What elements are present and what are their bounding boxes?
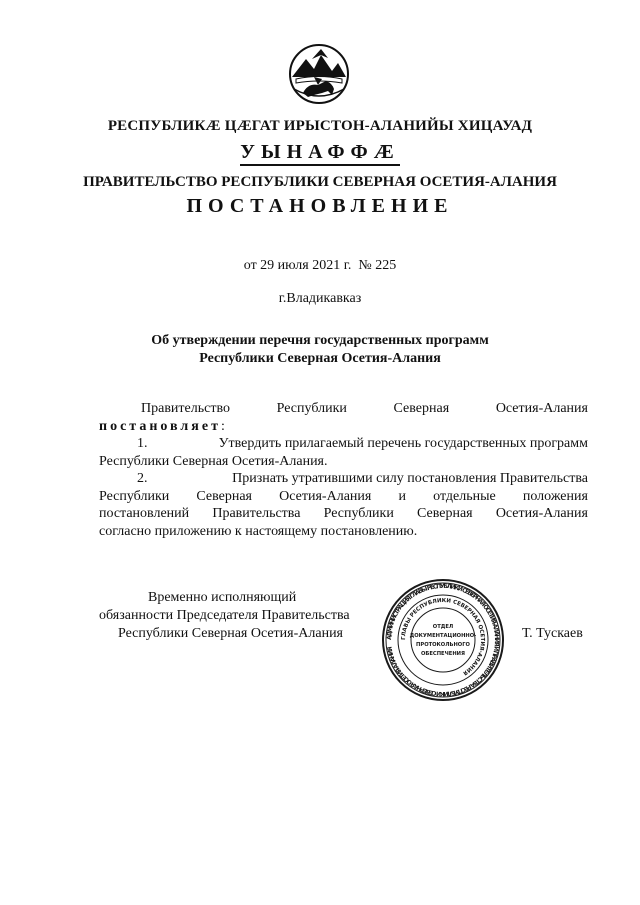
intro-line (99, 400, 588, 418)
stamp-center-line: ПРОТОКОЛЬНОГО (416, 642, 470, 648)
item-2 (99, 470, 588, 540)
intro-word: Правительство (141, 401, 230, 416)
item-2-line-4: согласно приложению к настоящему постановлению. (99, 523, 418, 539)
decree-title-line-2: Республики Северная Осетия-Алания (199, 351, 441, 366)
intro-word: Республики (276, 401, 347, 416)
intro-paragraph (99, 400, 588, 435)
item-1-text: Утвердить прилагаемый перечень государственных программ (218, 436, 588, 451)
item-1 (99, 435, 588, 470)
resolves-word: постановляет (99, 418, 221, 434)
decree-date-number: от 29 июля 2021 г. № 225 (243, 258, 397, 273)
signatory-title-line-1: Временно исполняющий (148, 590, 297, 605)
government-heading: ПРАВИТЕЛЬСТВО РЕСПУБЛИКИ СЕВЕРНАЯ ОСЕТИЯ-АЛАНИЯ (83, 174, 557, 190)
stamp-inner-text: ГЛАВЫ РЕСПУБЛИКИ СЕВЕРНАЯ ОСЕТИЯ-АЛАНИЯ (400, 597, 486, 676)
intro-word: Осетия-Алания (495, 401, 588, 416)
item-1-line-1 (99, 435, 588, 453)
item-2-text: Признать утратившими силу постановления Правительства (232, 471, 588, 486)
stamp-center-line: ДОКУМЕНТАЦИОННО- (409, 633, 477, 639)
resolves-line: постановляет: (99, 418, 225, 434)
item-2-number: 2. (137, 471, 148, 486)
item-1-line-2: Республики Северная Осетия-Алания. (99, 453, 328, 469)
stamp-center-line: ОБЕСПЕЧЕНИЯ (420, 651, 466, 657)
city: г.Владикавказ (278, 291, 362, 306)
ossetian-decree-heading: УЫНАФФӔ (0, 141, 640, 164)
official-stamp (381, 578, 505, 702)
item-2-line-3: постановлений Правительства Республики Северная Осетия-Алания (99, 506, 588, 521)
ossetian-government-heading: РЕСПУБЛИКӔ ЦӔГАТ ИРЫСТОН-АЛАНИЙЫ ХИЦАУАД (107, 118, 533, 134)
signatory-title-line-2: обязанности Председателя Правительства (99, 608, 350, 623)
item-2-line-1 (99, 470, 588, 488)
coat-of-arms-emblem (288, 43, 350, 105)
stamp-outer-text: АДМИНИСТРАЦИЯ ГЛАВЫ РЕСПУБЛИКИ СЕВЕРНАЯ ОСЕТИЯ-АЛАНИЯ И ПРАВИТЕЛЬСТВА РЕСПУБЛИКИ СЕВЕРНАЯ ОСЕТИЯ-АЛАНИЯ (385, 582, 501, 698)
decree-heading: ПОСТАНОВЛЕНИЕ (186, 195, 454, 217)
signatory-title-line-3: Республики Северная Осетия-Алания (118, 626, 343, 641)
intro-word: Северная (393, 401, 450, 416)
item-2-line-2: Республики Северная Осетия-Алания и отдельные положения (99, 488, 588, 504)
signatory-name: Т. Тускаев (522, 626, 583, 641)
stamp-center-line: ОТДЕЛ (432, 624, 454, 630)
item-1-number: 1. (137, 436, 148, 451)
decree-title-line-1: Об утверждении перечня государственных программ (151, 333, 489, 348)
